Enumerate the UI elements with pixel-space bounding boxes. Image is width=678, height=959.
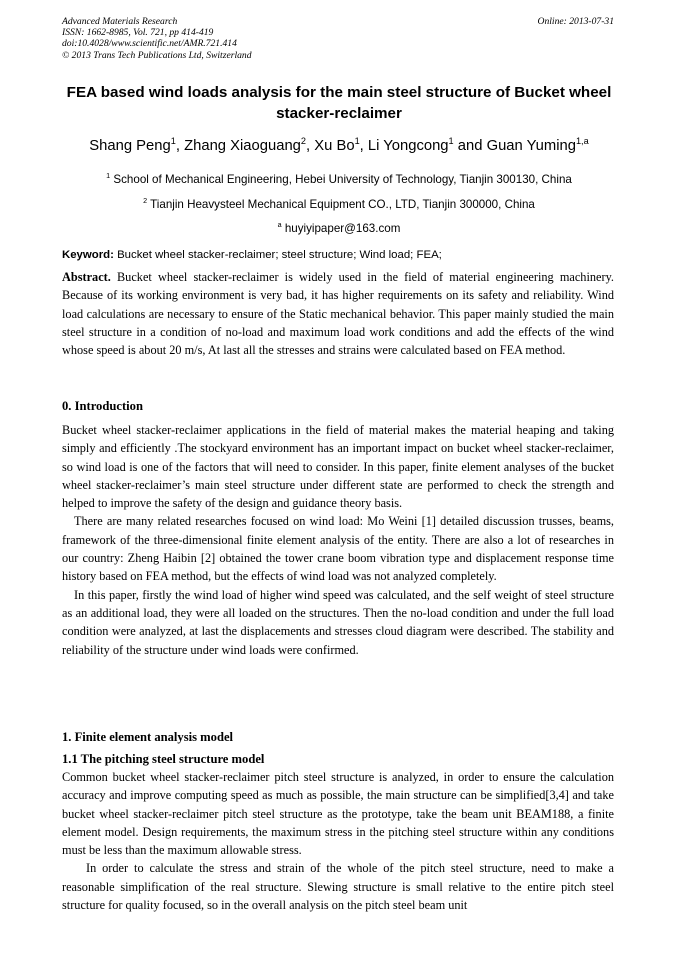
affiliation-1 [20, 173, 658, 187]
journal-header [62, 16, 252, 61]
author-name: Xu Bo [314, 138, 355, 154]
paper-title: FEA based wind loads analysis for the main steel structure of Bucket wheel stacker-reclaimer [66, 84, 612, 122]
section-heading: 1. Finite element analysis model [62, 730, 234, 744]
author-affil-mark: 1,a [575, 136, 589, 147]
author-affil-mark: 1 [354, 136, 360, 147]
affiliation-mark: a [277, 220, 282, 230]
abstract [62, 268, 614, 359]
affiliation-mark: 2 [143, 196, 148, 206]
author-separator: , [175, 138, 185, 154]
paragraph: Common bucket wheel stacker-reclaimer pitch steel structure is analyzed, in order to ensure the calculation accuracy and improve computing speed as much as possible, the main structure can be simplified[3,4] and take bucket wheel stacker-reclaimer pitch steel structure as the prototype, take the beam unit BEAM188, a finite element model. Design requirements, the maximum stress in the pitching steel structure within any conditions must be less than the maximum allowable stress. [62, 770, 614, 858]
affiliation-text: School of Mechanical Engineering, Hebei University of Technology, Tianjin 300130, China [113, 173, 572, 186]
author-conjunction: and [453, 138, 487, 154]
email-text: huyiyipaper@163.com [284, 222, 401, 235]
author-affil-mark: 1 [170, 136, 176, 147]
author-affil-mark: 2 [300, 136, 307, 147]
abstract-text: Bucket wheel stacker-reclaimer is widely used in the field of material engineering machinery. Because of its working environment is very bad, it has higher requirements on its safety and reliability. Wind load calculations are necessary to ensure of the Static mechanical behavior. This paper mainly studied the main steel structure in a condition of no-load and maximum load work conditions and add the effects of the wind whose speed is about 20 m/s, At last all the stresses and strains were calculated based on FEA method. [62, 270, 614, 358]
section-heading: 0. Introduction [62, 399, 143, 413]
abstract-label: Abstract. [62, 270, 111, 284]
author-separator: , [359, 138, 368, 154]
journal-name: Advanced Materials Research [62, 16, 178, 27]
paragraph: Bucket wheel stacker-reclaimer applications in the field of material makes the material heaping and taking simply and efficiently .The stockyard environment has an important impact on bucket wheel stacker-reclaimer, so wind load is one of the factors that will need to consider. In this paper, finite element analyses of the bucket wheel stacker-reclaimer’s main steel structure under different state are performed to check the strength and helped to improve the safety of the design and guidance theory basis. [62, 423, 614, 511]
author-affil-mark: 1 [448, 136, 454, 147]
author-name: Zhang Xiaoguang [184, 138, 301, 154]
keyword-text: Bucket wheel stacker-reclaimer; steel structure; Wind load; FEA; [117, 249, 442, 261]
keyword-label: Keyword: [62, 249, 114, 261]
keywords [62, 248, 618, 262]
affiliation-2 [20, 198, 658, 212]
author-separator: , [306, 138, 315, 154]
pitching-body [62, 768, 614, 914]
author-name: Guan Yuming [486, 138, 576, 154]
paragraph: In this paper, firstly the wind load of higher wind speed was calculated, and the self weight of steel structure as an additional load, they were all loaded on the structures. Then the no-load condition and under the full load condition were analyzed, at last the displacements and stresses cloud diagram were described. The stability and reliability of the structure under wind loads were confirmed. [62, 587, 614, 657]
affiliation-mark: 1 [106, 171, 111, 181]
doi-line: doi:10.4028/www.scientific.net/AMR.721.414 [62, 38, 237, 50]
author-name: Shang Peng [89, 138, 171, 154]
author-name: Li Yongcong [367, 138, 449, 154]
copyright-line: © 2013 Trans Tech Publications Ltd, Switzerland [62, 49, 252, 61]
introduction-body [62, 421, 614, 659]
paragraph: There are many related researches focused on wind load: Mo Weini [1] detailed discussion trusses, beams, framework of the three-dimensional finite element analysis of the entity. There are also a lot of researches in our country: Zheng Haibin [2] obtained the tower crane boom vibration type and displacement response time history based on FEA method, but the effects of wind load was not analyzed completely. [62, 514, 614, 584]
online-date: Online: 2013-07-31 [537, 16, 614, 27]
paragraph: In order to calculate the stress and strain of the whole of the pitch steel structure, need to make a reasonable simplification of the real structure. Slewing structure is small relative to the entire pitch steel structure for quality focused, so in the overall analysis on the pitch steel beam unit [62, 861, 614, 913]
author-list [20, 136, 658, 156]
affiliation-text: Tianjin Heavysteel Mechanical Equipment CO., LTD, Tianjin 300000, China [150, 198, 535, 211]
issn-line: ISSN: 1662-8985, Vol. 721, pp 414-419 [62, 27, 214, 39]
author-email [20, 222, 658, 236]
subsection-heading: 1.1 The pitching steel structure model [62, 752, 265, 766]
